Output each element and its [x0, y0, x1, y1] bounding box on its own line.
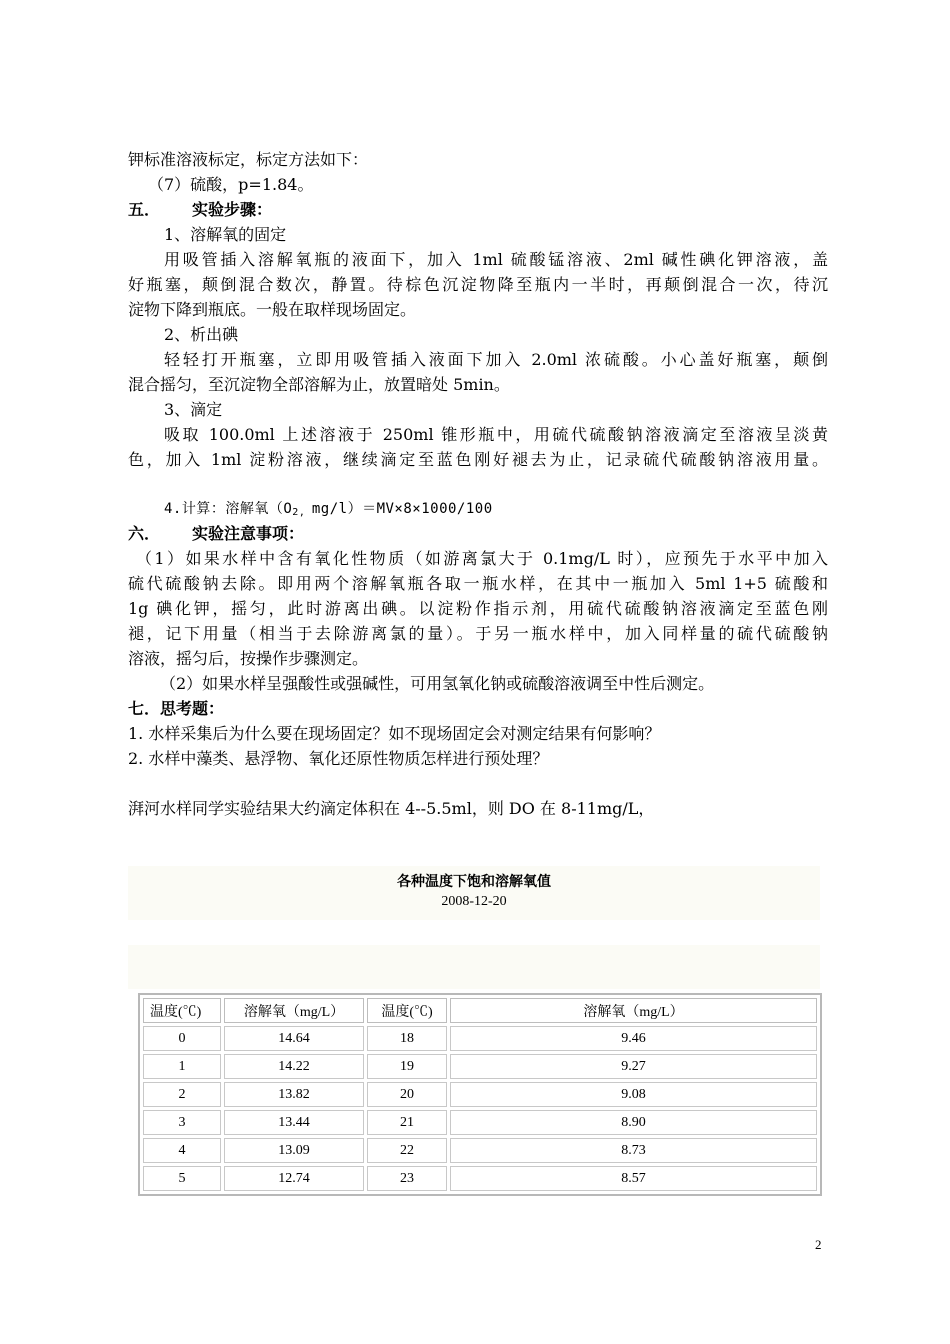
table-cell: 4: [143, 1138, 221, 1163]
step-3-title: 3、滴定: [164, 400, 223, 419]
calc-prefix: 4.计算：溶解氧（O: [164, 501, 293, 517]
step-2-line-1: 轻轻打开瓶塞，立即用吸管插入液面下加入 2.0ml 浓硫酸。小心盖好瓶塞，颠倒: [164, 350, 828, 369]
table-row: [143, 1082, 817, 1107]
note-1-line-2: 硫代硫酸钠去除。即用两个溶解氧瓶各取一瓶水样，在其中一瓶加入 5ml 1+5 硫酸和: [128, 574, 828, 593]
step-1-title: 1、溶解氧的固定: [164, 225, 287, 244]
step-2-title: 2、析出碘: [164, 325, 239, 344]
question-1: 1. 水样采集后为什么要在现场固定？如不现场固定会对测定结果有何影响？: [128, 724, 661, 743]
calc-subscript: 2,: [292, 507, 312, 518]
reagent-sulfuric-acid: （7）硫酸，p=1.84。: [148, 175, 314, 194]
dissolved-oxygen-table: [138, 993, 822, 1196]
table-row: [143, 1166, 817, 1191]
table-cell: 2: [143, 1082, 221, 1107]
table-cell: 23: [367, 1166, 447, 1191]
section-5-number: 五．: [128, 200, 161, 219]
experiment-result: 湃河水样同学实验结果大约滴定体积在 4--5.5ml，则 DO 在 8-11mg/L，: [128, 799, 655, 818]
table-cell: 8.73: [450, 1138, 817, 1163]
table-title-panel: [128, 866, 820, 920]
table-cell: 14.64: [224, 1026, 364, 1051]
step-3-line-2: 色，加入 1ml 淀粉溶液，继续滴定至蓝色刚好褪去为止，记录硫代硫酸钠溶液用量。: [128, 450, 828, 469]
table-cell: 1: [143, 1054, 221, 1079]
header-temperature-1: 温度(℃): [143, 998, 221, 1023]
step-2-line-2: 混合摇匀，至沉淀物全部溶解为止，放置暗处 5min。: [128, 375, 510, 394]
table-row: [143, 1138, 817, 1163]
table-cell: 8.57: [450, 1166, 817, 1191]
step-3-line-1: 吸取 100.0ml 上述溶液于 250ml 锥形瓶中，用硫代硫酸钠溶液滴定至溶液呈淡黄: [164, 425, 828, 444]
section-5-title: 实验步骤：: [192, 200, 273, 219]
calc-suffix: mg/l）＝MV×8×1000/100: [311, 501, 493, 517]
table-cell: 5: [143, 1166, 221, 1191]
table-cell: 9.27: [450, 1054, 817, 1079]
table-cell: 13.09: [224, 1138, 364, 1163]
note-1-line-1: （1）如果水样中含有氧化性物质（如游离氯大于 0.1mg/L 时），应预先于水平中加入: [136, 549, 828, 568]
step-1-line-2: 好瓶塞，颠倒混合数次，静置。待棕色沉淀物降至瓶内一半时，再颠倒混合一次，待沉: [128, 275, 828, 294]
header-oxygen-2: 溶解氧（mg/L）: [450, 998, 817, 1023]
table-cell: 9.46: [450, 1026, 817, 1051]
header-oxygen-1: 溶解氧（mg/L）: [224, 998, 364, 1023]
question-2: 2. 水样中藻类、悬浮物、氧化还原性物质怎样进行预处理？: [128, 749, 549, 768]
section-6-heading: [128, 522, 828, 546]
page-number: 2: [815, 1237, 822, 1252]
section-5-heading: [128, 198, 828, 222]
table-cell: 22: [367, 1138, 447, 1163]
table-cell: 18: [367, 1026, 447, 1051]
table-title: 各种温度下饱和溶解氧值: [397, 874, 551, 890]
note-2: （2）如果水样呈强酸性或强碱性，可用氢氧化钠或硫酸溶液调至中性后测定。: [160, 674, 715, 693]
table-cell: 19: [367, 1054, 447, 1079]
calculation-formula: [164, 497, 864, 525]
table-row: [143, 1026, 817, 1051]
table-cell: 3: [143, 1110, 221, 1135]
table-cell: 20: [367, 1082, 447, 1107]
table-cell: 13.44: [224, 1110, 364, 1135]
step-1-line-1: 用吸管插入溶解氧瓶的液面下，加入 1ml 硫酸锰溶液、2ml 碱性碘化钾溶液，盖: [164, 250, 828, 269]
table-header-row: [143, 998, 817, 1023]
note-1-line-5: 溶液，摇匀后，按操作步骤测定。: [128, 649, 369, 668]
table-cell: 12.74: [224, 1166, 364, 1191]
step-1-line-3: 淀物下降到瓶底。一般在取样现场固定。: [128, 300, 417, 319]
table-cell: 13.82: [224, 1082, 364, 1107]
table-cell: 0: [143, 1026, 221, 1051]
table-cell: 14.22: [224, 1054, 364, 1079]
section-6-title: 实验注意事项：: [192, 524, 305, 543]
section-7-heading: 七．思考题：: [128, 699, 225, 718]
paragraph-continuation: 钾标准溶液标定，标定方法如下：: [128, 150, 369, 169]
table-cell: 9.08: [450, 1082, 817, 1107]
header-temperature-2: 温度(℃): [367, 998, 447, 1023]
note-1-line-4: 褪，记下用量（相当于去除游离氯的量）。于另一瓶水样中，加入同样量的硫代硫酸钠: [128, 624, 828, 643]
table-row: [143, 1110, 817, 1135]
table-blank-panel: [128, 945, 820, 989]
section-6-number: 六．: [128, 524, 161, 543]
table-date: 2008-12-20: [441, 894, 507, 909]
note-1-line-3: 1g 碘化钾，摇匀，此时游离出碘。以淀粉作指示剂，用硫代硫酸钠溶液滴定至蓝色刚: [128, 599, 828, 618]
table-cell: 21: [367, 1110, 447, 1135]
table-cell: 8.90: [450, 1110, 817, 1135]
table-row: [143, 1054, 817, 1079]
